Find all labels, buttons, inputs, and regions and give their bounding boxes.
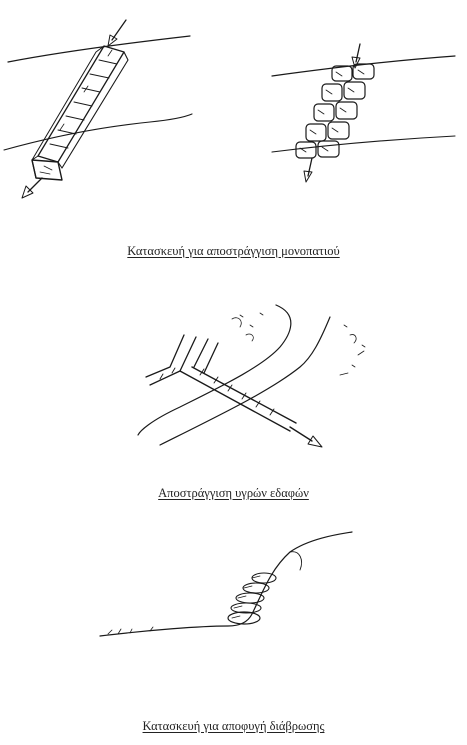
drain-pipe-sketch	[146, 335, 296, 431]
wet-soil-drainage-figure	[0, 295, 467, 475]
trail-drainage-figure	[0, 0, 467, 240]
arrow-in-icon	[108, 20, 126, 46]
caption-erosion-prevention: Κατασκευή για αποφυγή διάβρωσης	[142, 719, 325, 733]
arrow-out-icon	[290, 427, 322, 447]
box-culvert-sketch	[4, 36, 192, 180]
arrow-out-icon	[22, 178, 42, 198]
caption-wet-soil-drainage: Αποστράγγιση υγρών εδαφών	[158, 486, 309, 500]
slope-sketch	[100, 532, 352, 636]
caption-trail-drainage: Κατασκευή για αποστράγγιση μονοπατιού	[127, 244, 340, 258]
erosion-prevention-figure	[0, 530, 467, 660]
arrow-out-icon	[304, 158, 312, 182]
stone-channel-sketch	[272, 56, 455, 158]
